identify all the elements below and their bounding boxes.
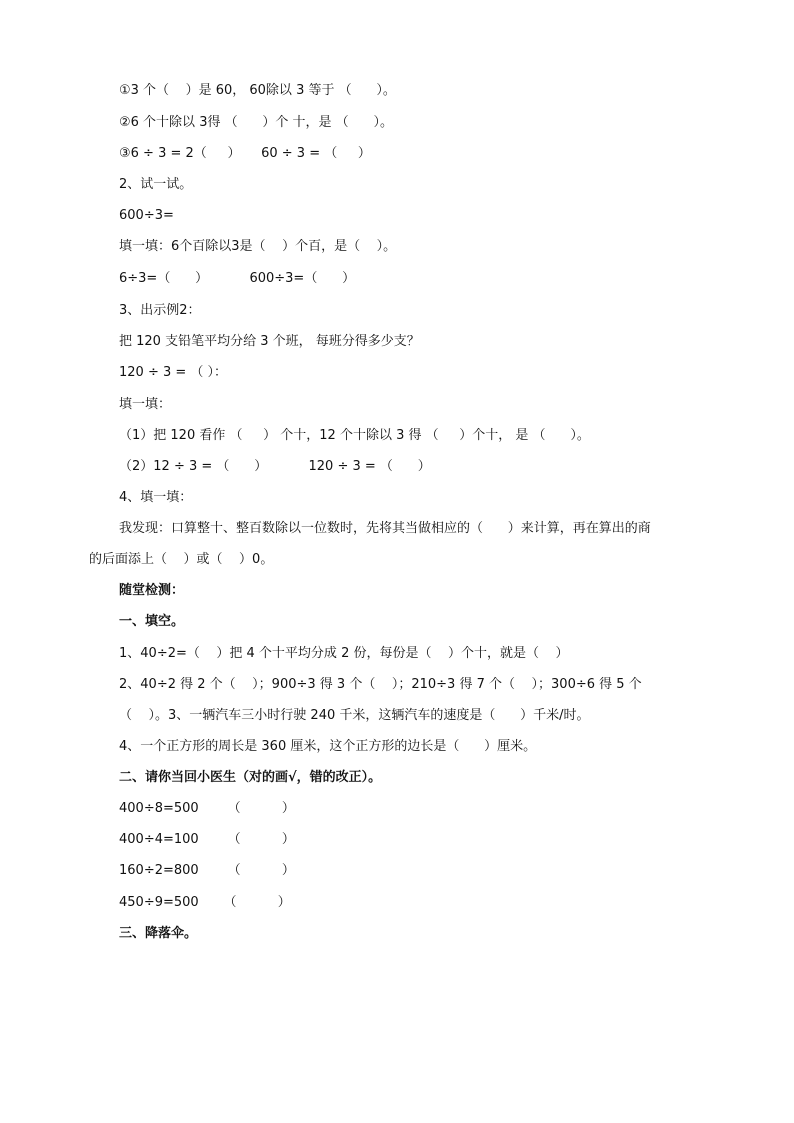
discovery-line-1: 我发现：口算整十、整百数除以一位数时，先将其当做相应的（ ）来计算，再在算出的商 <box>119 521 651 536</box>
part-1-heading: 一、填空。 <box>119 614 185 629</box>
quiz-item-4: 4、一个正方形的周长是 360 厘米，这个正方形的边长是（ ）厘米。 <box>119 739 537 754</box>
discovery-line-2: 的后面添上（ ）或（ ）0。 <box>89 552 274 567</box>
section-2-heading: 2、试一试。 <box>119 177 193 192</box>
example-2-problem: 把 120 支铅笔平均分给 3 个班， 每班分得多少支？ <box>119 334 420 349</box>
quiz-item-2-cont: （ ）。3、一辆汽车三小时行驶 240 千米，这辆汽车的速度是（ ）千米/时。 <box>119 708 590 723</box>
section-2-fill: 填一填：6个百除以3是（ ）个百，是（ ）。 <box>119 239 397 254</box>
example-2-expression: 120 ÷ 3 = （ ）： <box>119 365 228 380</box>
fill-item-2: （2）12 ÷ 3 = （ ） 120 ÷ 3 = （ ） <box>119 459 431 474</box>
question-1-item-2: ②6 个十除以 3得 （ ）个 十，是 （ ）。 <box>119 115 393 130</box>
doctor-item-2: 400÷4=100 （ ） <box>119 832 295 847</box>
quiz-heading: 随堂检测： <box>119 583 185 598</box>
quiz-item-2: 2、40÷2 得 2 个（ ）；900÷3 得 3 个（ ）；210÷3 得 7 个（ ）；300÷6 得 5 个 <box>119 677 642 692</box>
section-2-expression: 600÷3= <box>119 208 174 223</box>
question-1-item-3: ③6 ÷ 3 = 2（ ） 60 ÷ 3 = （ ） <box>119 146 371 161</box>
doctor-item-3: 160÷2=800 （ ） <box>119 863 295 878</box>
doctor-item-4: 450÷9=500 （ ） <box>119 895 291 910</box>
section-4-heading: 4、填一填： <box>119 490 193 505</box>
fill-heading: 填一填： <box>119 397 172 412</box>
question-1-item-1: ①3 个（ ）是 60， 60除以 3 等于 （ ）。 <box>119 83 396 98</box>
part-2-heading: 二、请你当回小医生（对的画√，错的改正）。 <box>119 770 382 785</box>
quiz-item-1: 1、40÷2=（ ）把 4 个十平均分成 2 份，每份是（ ）个十，就是（ ） <box>119 646 569 661</box>
section-2-equations: 6÷3=（ ） 600÷3=（ ） <box>119 271 356 286</box>
part-3-heading: 三、降落伞。 <box>119 926 198 941</box>
fill-item-1: （1）把 120 看作 （ ） 个十，12 个十除以 3 得 （ ）个十， 是 （ ）。 <box>119 428 590 443</box>
doctor-item-1: 400÷8=500 （ ） <box>119 801 295 816</box>
section-3-heading: 3、出示例2： <box>119 303 201 318</box>
